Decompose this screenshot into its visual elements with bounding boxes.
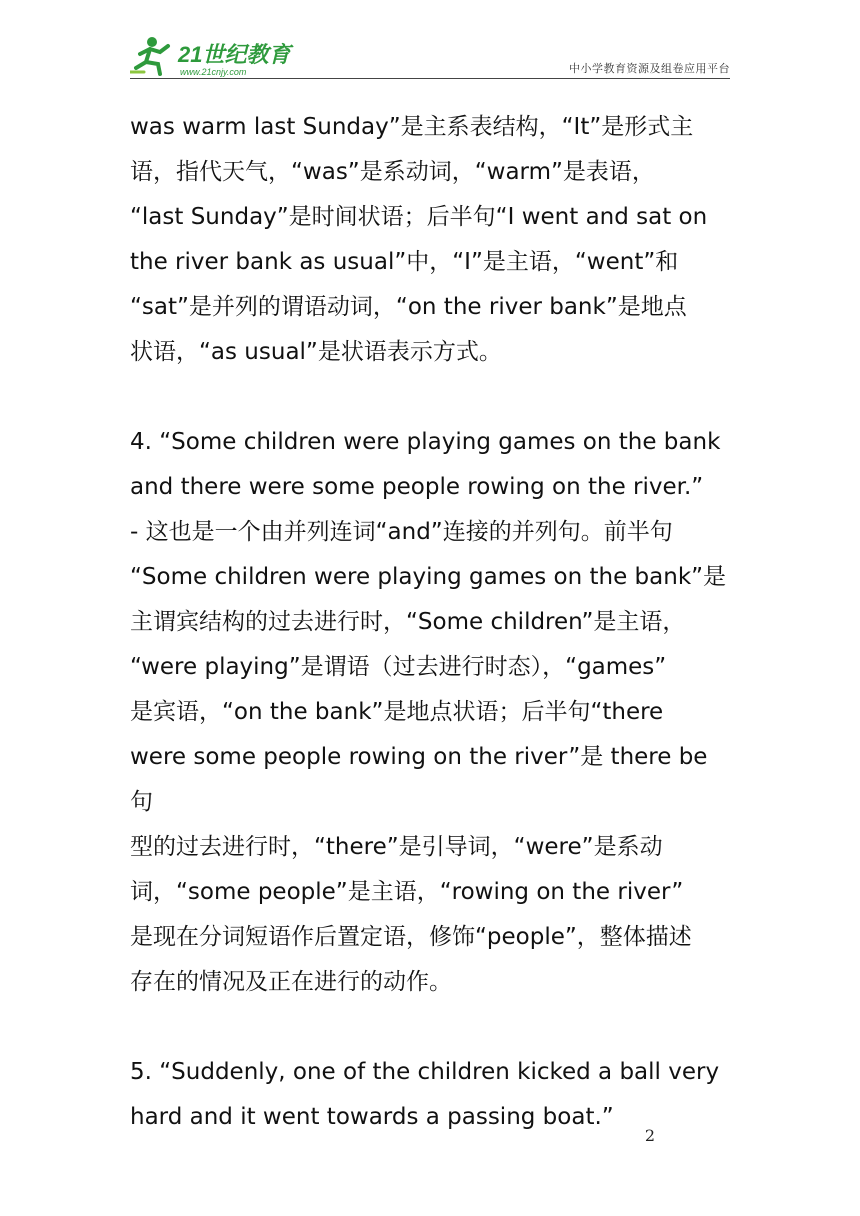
runner-logo-icon [130,34,300,78]
page-header [130,30,730,82]
text-line: 型的过去进行时，“there”是引导词，“were”是系动 [130,834,663,860]
text-line: - 这也是一个由并列连词“and”连接的并列句。前半句 [130,519,673,545]
text-line: were some people rowing on the river”是 there be 句 [130,744,708,815]
site-logo [130,34,300,78]
text-line: was warm last Sunday”是主系表结构，“It”是形式主 [130,114,694,140]
text-line: 语，指代天气，“was”是系动词，“warm”是表语， [130,159,655,185]
text-line: 词，“some people”是主语，“rowing on the river” [130,879,684,905]
text-line: “Some children were playing games on the bank”是 [130,564,727,590]
document-body [130,105,730,1140]
text-line: “sat”是并列的谓语动词，“on the river bank”是地点 [130,294,687,320]
text-line: 是宾语，“on the bank”是地点状语；后半句“there [130,699,664,725]
text-line: and there were some people rowing on the river.” [130,474,704,500]
text-line: 主谓宾结构的过去进行时，“Some children”是主语， [130,609,686,635]
text-line: “were playing”是谓语（过去进行时态），“games” [130,654,667,680]
logo-wordmark: 21世纪教育 [178,42,291,67]
text-line: 4. “Some children were playing games on the bank [130,429,721,455]
paragraph-gap [130,1005,730,1050]
text-line: hard and it went towards a passing boat.” [130,1104,614,1130]
paragraph-gap [130,375,730,420]
text-line: “last Sunday”是时间状语；后半句“I went and sat on [130,204,708,230]
text-line: 存在的情况及正在进行的动作。 [130,969,452,995]
text-line: 状语，“as usual”是状语表示方式。 [130,339,502,365]
text-line: the river bank as usual”中，“I”是主语，“went”和 [130,249,679,275]
logo-url: www.21cnjy.com [180,67,247,77]
platform-label: 中小学教育资源及组卷应用平台 [569,62,730,75]
header-divider [130,78,730,79]
text-line: 5. “Suddenly, one of the children kicked a ball very [130,1059,720,1085]
text-line: 是现在分词短语作后置定语，修饰“people”，整体描述 [130,924,692,950]
page-number: 2 [644,1126,655,1145]
